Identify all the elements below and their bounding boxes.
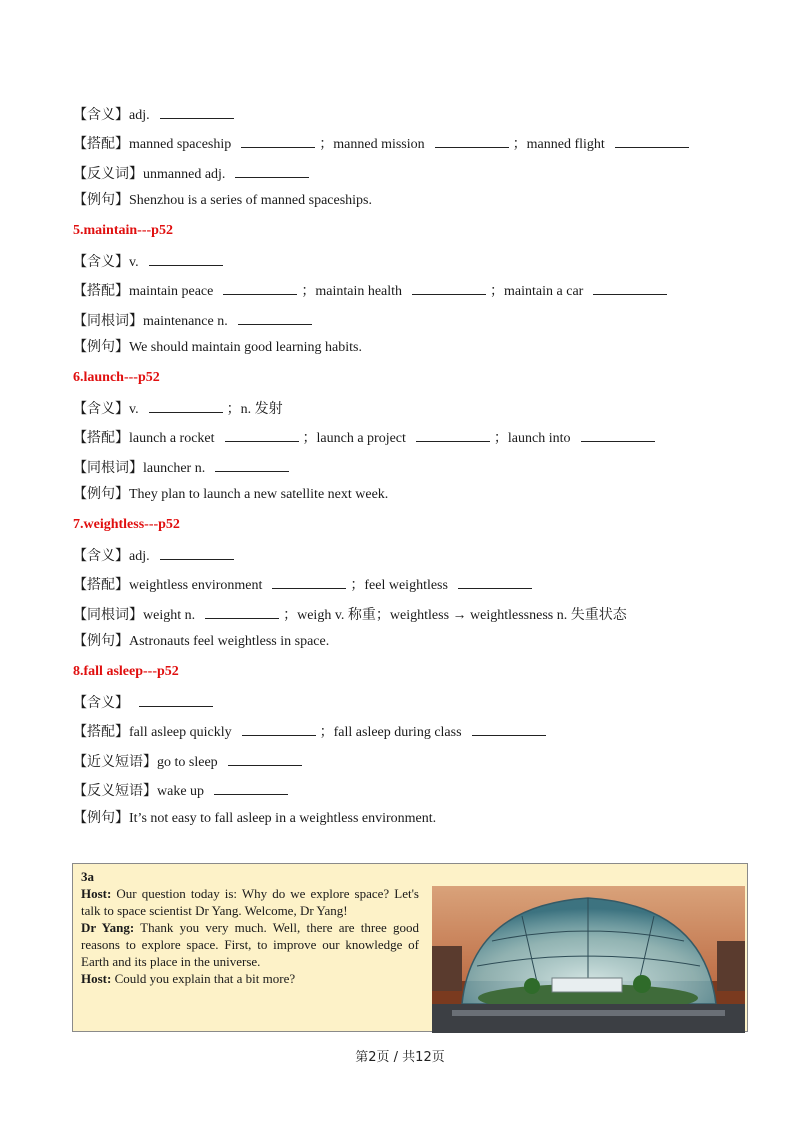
fill-in-blank[interactable] [160,545,234,560]
entry-term: go to sleep [157,754,218,770]
entry-line [73,486,388,504]
entry-line [73,251,227,272]
entry-label: 【搭配】 [73,431,129,447]
entry-term: launch a rocket [129,431,215,447]
fill-in-blank[interactable] [472,721,546,736]
entry-term: ；fall asleep during class [319,725,462,741]
entry-term: ；manned mission [319,137,425,153]
entry-tail: ；n. 发射 [226,402,283,417]
entry-line [73,457,293,478]
entry-tail: ；weigh v. 称重；weightless → weightlessness n. 失重状态 [283,607,627,623]
entry-term: ；feel weightless [350,578,448,594]
entry-heading: 7.weightless---p52 [73,516,180,532]
entry-term: maintain peace [129,284,214,300]
turn-text: Thank you very much. Well, there are three good reasons to explore space. First, to improve our knowledge of Earth and its place in the universe. [81,920,420,969]
fill-in-blank[interactable] [416,427,490,442]
space-dome-image [432,886,745,1033]
dialogue-box [72,863,748,1032]
entry-label: 【搭配】 [73,284,129,300]
entry-line [73,633,329,651]
entry-term: manned spaceship [129,137,232,153]
entry-label: 【含义】 [73,696,129,711]
example-sentence: They plan to launch a new satellite next week. [129,487,389,503]
entry-heading: 8.fall asleep---p52 [73,663,179,679]
entry-heading: 6.launch---p52 [73,369,160,385]
speaker-label: Host: [81,886,112,901]
fill-in-blank[interactable] [215,457,289,472]
entry-line [73,692,217,713]
entry-term: launcher n. [143,460,206,476]
entry-term: weightless environment [129,578,263,594]
fill-in-blank[interactable] [581,427,655,442]
entry-term: ；manned flight [512,137,605,153]
example-sentence: Astronauts feel weightless in space. [129,634,330,650]
fill-in-blank[interactable] [272,574,346,589]
entry-term: ；launch a project [302,431,406,447]
fill-in-blank[interactable] [242,721,316,736]
fill-in-blank[interactable] [238,310,312,325]
fill-in-blank[interactable] [435,133,509,148]
entry-label: 【例句】 [73,810,129,826]
speaker-label: Host: [81,971,112,986]
speaker-label: Dr Yang: [81,920,135,935]
entry-line [73,721,550,742]
entry-line [73,398,283,419]
entry-label: 【例句】 [73,487,129,503]
entry-label: 【同根词】 [73,607,143,623]
entry-label: 【含义】 [73,549,129,564]
entry-line [73,810,436,828]
turn-text: Our question today is: Why do we explore space? Let's talk to space scientist Dr Yang. Welcome, Dr Yang! [81,886,419,918]
fill-in-blank[interactable] [458,574,532,589]
fill-in-blank[interactable] [225,427,299,442]
entry-line [73,545,238,566]
fill-in-blank[interactable] [593,280,667,295]
dialogue-turn [81,920,419,969]
fill-in-blank[interactable] [160,104,234,119]
entry-line [73,310,316,331]
fill-in-blank[interactable] [205,604,279,619]
entry-label: 【例句】 [73,193,129,209]
dialogue-text [81,868,419,987]
fill-in-blank[interactable] [235,163,309,178]
entry-line [73,192,372,210]
entry-label: 【含义】 [73,255,129,270]
entry-term: ；launch into [493,431,571,447]
fill-in-blank[interactable] [228,751,302,766]
entry-line [73,604,627,625]
fill-in-blank[interactable] [241,133,315,148]
entry-heading: 5.maintain---p52 [73,222,173,238]
entry-term: wake up [157,784,205,800]
fill-in-blank[interactable] [214,780,288,795]
entry-term: ；maintain health [301,284,403,300]
entry-label: 【例句】 [73,340,129,356]
fill-in-blank[interactable] [223,280,297,295]
entry-line [73,280,671,301]
entry-label: 【搭配】 [73,725,129,741]
entry-line [73,427,659,448]
turn-text: Could you explain that a bit more? [111,971,296,986]
entry-term: adj. [129,108,150,123]
entry-line [73,163,313,184]
entry-term: ；maintain a car [490,284,584,300]
example-sentence: Shenzhou is a series of manned spaceships. [129,193,372,209]
entry-term: v. [129,402,139,417]
entry-label: 【反义短语】 [73,784,157,800]
entry-line [73,133,693,154]
dialogue-turn [81,886,419,918]
dialogue-title: 3a [81,869,94,884]
example-sentence: It’s not easy to fall asleep in a weightless environment. [129,810,437,826]
entry-label: 【含义】 [73,108,129,123]
entry-line [73,751,306,772]
entry-term: weight n. [143,607,196,623]
entry-label: 【反义词】 [73,166,143,182]
entry-label: 【同根词】 [73,460,143,476]
entry-term: maintenance n. [143,313,228,329]
dialogue-turn [81,971,295,986]
entry-term: fall asleep quickly [129,725,232,741]
example-sentence: We should maintain good learning habits. [129,340,362,356]
entry-term: v. [129,255,139,270]
entry-label: 【含义】 [73,402,129,417]
fill-in-blank[interactable] [412,280,486,295]
fill-in-blank[interactable] [615,133,689,148]
fill-in-blank[interactable] [149,398,223,413]
entry-term: unmanned adj. [143,166,226,182]
entry-term: adj. [129,549,150,564]
entry-line [73,339,362,357]
entry-label: 【搭配】 [73,578,129,594]
page-footer: 第2页 / 共12页 [355,1050,445,1065]
entry-label: 【例句】 [73,634,129,650]
entry-label: 【近义短语】 [73,754,157,770]
entry-line [73,104,238,125]
fill-in-blank[interactable] [149,251,223,266]
entry-label: 【搭配】 [73,137,129,153]
entry-label: 【同根词】 [73,313,143,329]
fill-in-blank[interactable] [139,692,213,707]
entry-line [73,574,536,595]
entry-line [73,780,292,801]
